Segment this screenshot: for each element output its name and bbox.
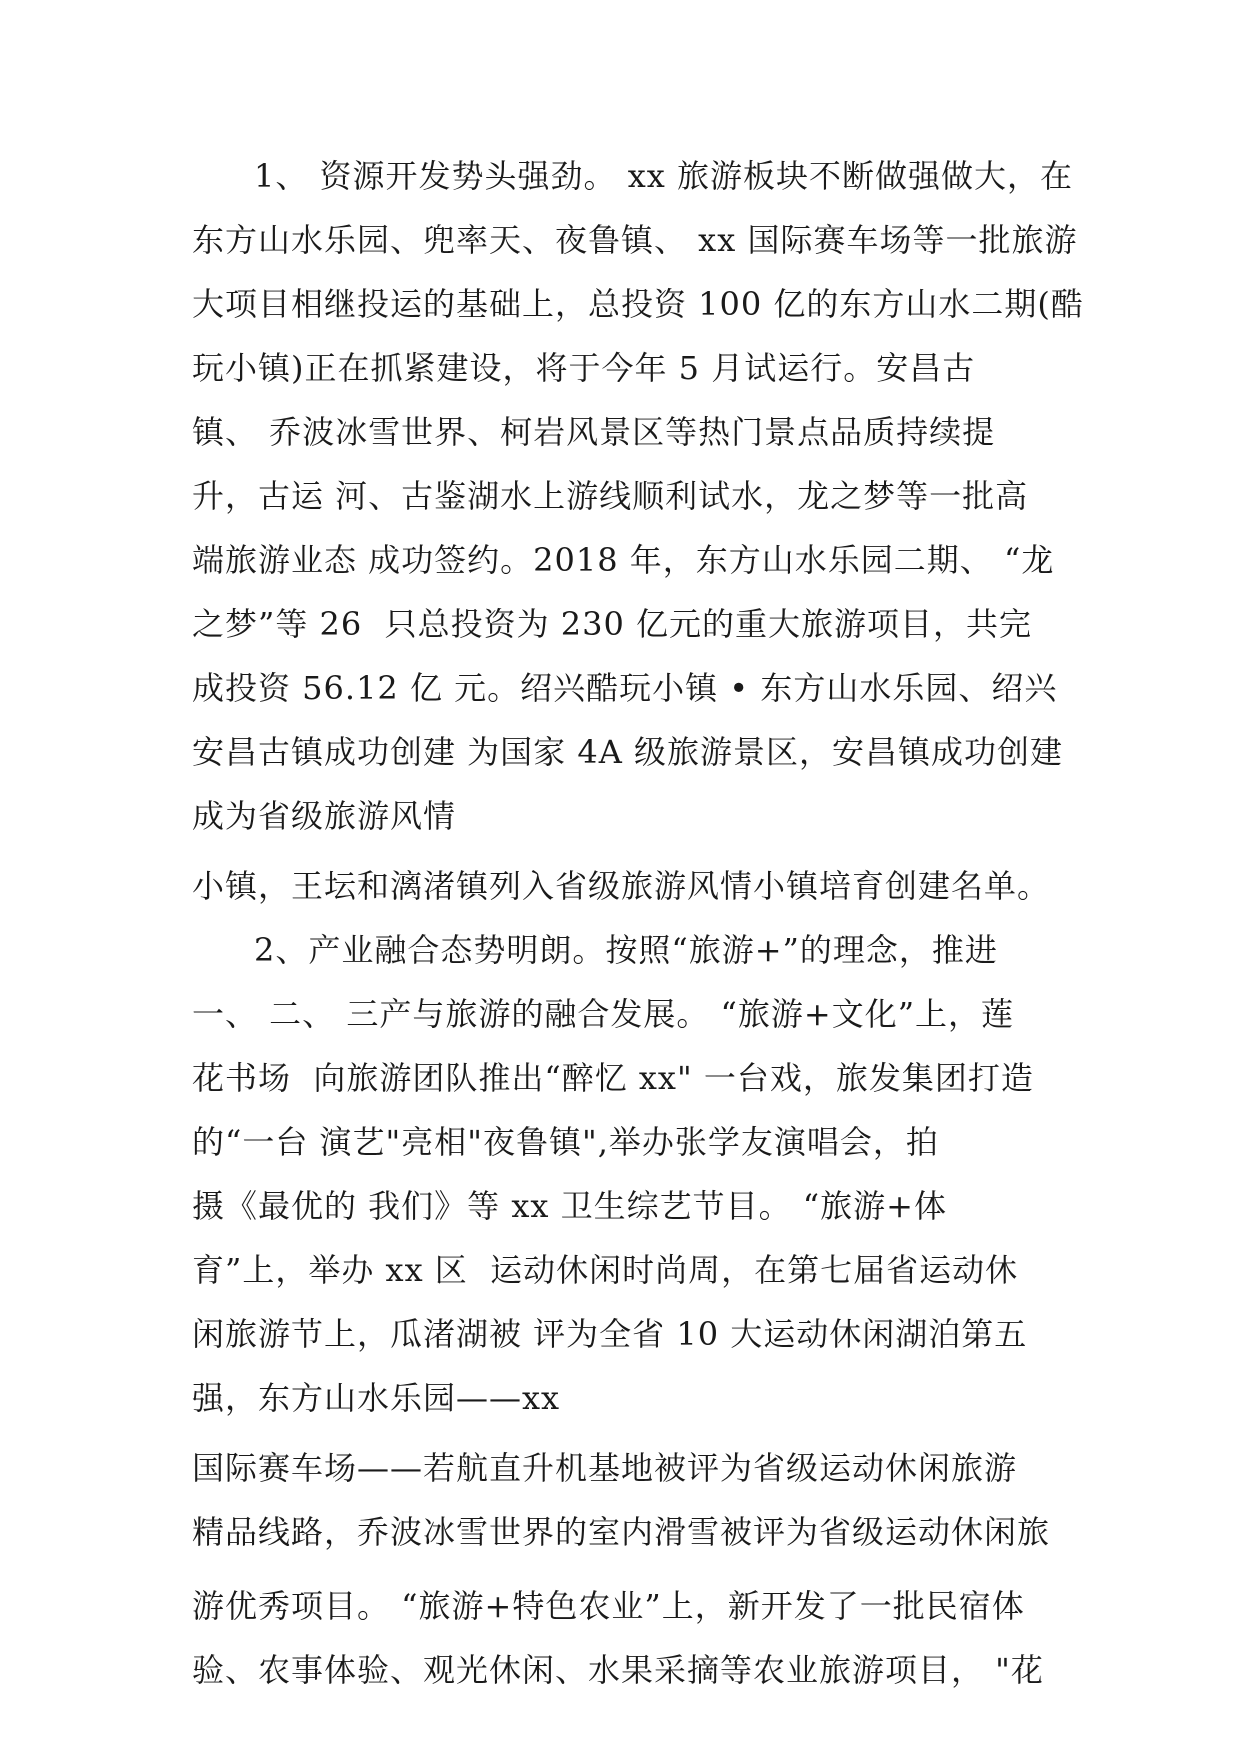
text-line: 大项目相继投运的基础上，总投资 100 亿的东方山水二期(酷 <box>192 285 1084 323</box>
text-line: 摄《最优的 我们》等 xx 卫生综艺节目。 “旅游+体 <box>192 1187 947 1225</box>
text-line: 升，古运 河、古鉴湖水上游线顺利试水，龙之梦等一批高 <box>192 477 1029 515</box>
text-line: 闲旅游节上，瓜渚湖被 评为全省 10 大运动休闲湖泊第五 <box>192 1315 1028 1353</box>
text-line: 游优秀项目。 “旅游+特色农业”上，新开发了一批民宿体 <box>192 1587 1025 1625</box>
text-line: 之梦”等 26 只总投资为 230 亿元的重大旅游项目，共完 <box>192 605 1033 643</box>
text-line: 2、产业融合态势明朗。按照“旅游+”的理念，推进 <box>254 931 998 969</box>
text-line: 精品线路，乔波冰雪世界的室内滑雪被评为省级运动休闲旅 <box>192 1513 1051 1551</box>
text-line: 端旅游业态 成功签约。2018 年，东方山水乐园二期、 “龙 <box>192 541 1055 579</box>
text-line: 东方山水乐园、兜率天、夜鲁镇、 xx 国际赛车场等一批旅游 <box>192 221 1078 259</box>
text-line: 的“一台 演艺"亮相"夜鲁镇",举办张学友演唱会，拍 <box>192 1123 939 1161</box>
text-line: 镇、 乔波冰雪世界、柯岩风景区等热门景点品质持续提 <box>192 413 996 451</box>
text-line: 国际赛车场——若航直升机基地被评为省级运动休闲旅游 <box>192 1449 1018 1487</box>
text-line: 验、农事体验、观光休闲、水果采摘等农业旅游项目， "花 <box>192 1651 1044 1689</box>
text-line: 成投资 56.12 亿 元。绍兴酷玩小镇 • 东方山水乐园、绍兴 <box>192 669 1058 707</box>
text-line: 小镇，王坛和漓渚镇列入省级旅游风情小镇培育创建名单。 <box>192 867 1051 905</box>
text-line: 育”上，举办 xx 区 运动休闲时尚周，在第七届省运动休 <box>192 1251 1019 1289</box>
text-line: 花书场 向旅游团队推出“醉忆 xx" 一台戏，旅发集团打造 <box>192 1059 1034 1097</box>
text-line: 强，东方山水乐园——xx <box>192 1379 561 1417</box>
text-line: 1、 资源开发势头强劲。 xx 旅游板块不断做强做大，在 <box>254 157 1073 195</box>
text-line: 成为省级旅游风情 <box>192 797 457 835</box>
text-line: 玩小镇)正在抓紧建设，将于今年 5 月试运行。安昌古 <box>192 349 976 387</box>
text-line: 安昌古镇成功创建 为国家 4A 级旅游景区，安昌镇成功创建 <box>192 733 1063 771</box>
text-line: 一、 二、 三产与旅游的融合发展。 “旅游+文化”上，莲 <box>192 995 1015 1033</box>
